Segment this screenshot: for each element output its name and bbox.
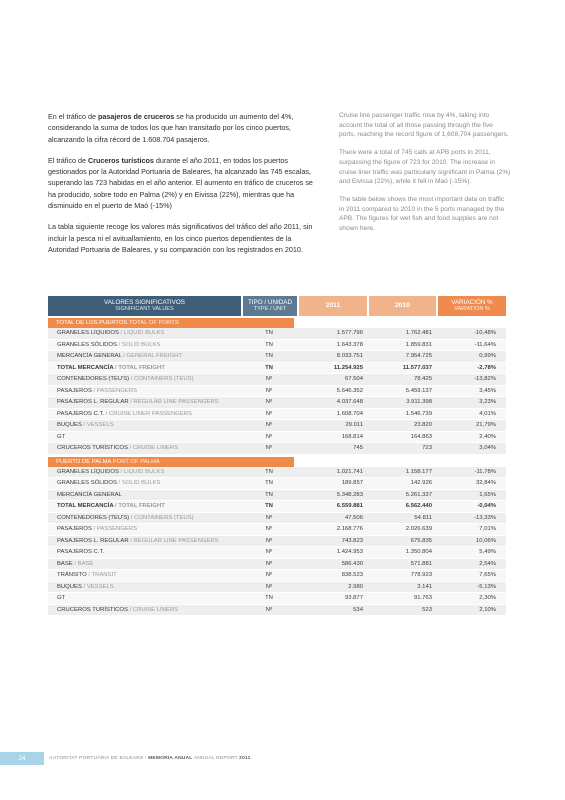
row-variation: 32,84% <box>476 480 496 486</box>
row-unit: TN <box>265 330 273 336</box>
row-value-2010: 778.923 <box>410 572 432 578</box>
table-row <box>48 340 506 352</box>
row-label: PASAJEROS L. REGULAR / REGULAR LINE PASSENGERS <box>57 537 219 544</box>
row-value-2010: 675.835 <box>410 537 432 544</box>
row-value-2011: 743.823 <box>341 537 363 544</box>
row-label: GRANELES LÍQUIDOS / LIQUID BULKS <box>57 330 165 336</box>
row-value-2011: 1.643.378 <box>336 341 363 348</box>
row-value-2010: 723 <box>422 445 432 451</box>
row-label: PASAJEROS / PASSENGERS <box>57 526 137 532</box>
row-label: GRANELES LÍQUIDOS / LIQUID BULKS <box>57 468 165 475</box>
row-value-2011: 586.430 <box>341 560 363 567</box>
row-label: TOTAL MERCANCÍA / TOTAL FREIGHT <box>57 503 165 509</box>
table-row <box>48 536 506 548</box>
table-body <box>48 318 506 616</box>
page-footer <box>0 752 565 765</box>
row-value-2010: 1.859.831 <box>405 341 432 348</box>
row-variation: 3,23% <box>479 399 496 405</box>
table-row <box>48 397 506 409</box>
row-value-2010: 142.926 <box>410 480 432 486</box>
row-label: PASAJEROS C.T. / CRUISE LINER PASSENGERS <box>57 410 192 417</box>
row-value-2011: 6.559.881 <box>336 503 363 509</box>
row-value-2011: 5.646.352 <box>336 387 363 394</box>
table-row <box>48 524 506 536</box>
row-label: MERCANCÍA GENERAL <box>57 491 122 498</box>
row-label: TOTAL MERCANCÍA / TOTAL FREIGHT <box>57 364 165 371</box>
row-unit: Nº <box>265 445 273 451</box>
row-unit: Nº <box>265 514 273 521</box>
row-value-2011: 2.980 <box>348 583 363 590</box>
row-value-2010: 1.546.739 <box>405 410 432 417</box>
row-value-2011: 745 <box>353 445 363 451</box>
row-label: PASAJEROS L. REGULAR / REGULAR LINE PASSENGERS <box>57 399 219 405</box>
table-row <box>48 351 506 363</box>
header-2010: 2010 <box>369 296 436 316</box>
spanish-text-column <box>48 111 320 265</box>
row-value-2011: 8.033.751 <box>336 353 363 359</box>
row-variation: -10,48% <box>474 330 496 336</box>
row-variation: 21,79% <box>476 422 496 428</box>
english-text-column <box>339 111 511 242</box>
row-value-2010: 5.261.337 <box>405 491 432 498</box>
significant-values-table <box>48 296 506 616</box>
row-label: PASAJEROS / PASSENGERS <box>57 387 137 394</box>
row-value-2011: 1.577.796 <box>336 330 363 336</box>
row-value-2011: 189.857 <box>341 480 363 486</box>
row-value-2011: 838.523 <box>341 572 363 578</box>
row-label: BASE / BASE <box>57 560 94 567</box>
table-row <box>48 605 506 617</box>
row-value-2010: 6.562.440 <box>405 503 432 509</box>
table-row <box>48 570 506 582</box>
es-paragraph-3: La tabla siguiente recoge los valores más significativos del tráfico del año 2011, sin incluir la pesca ni el avituallamiento, en los cinco puertos dependientes de la Autoridad Portuaria de Baleares, y su comparación con los registrados en 2010. <box>48 222 313 254</box>
footer-text: AUTORITAT PORTUÀRIA DE BALEARS I MEMORIA ANUAL ANNUAL REPORT 2011 <box>49 756 251 761</box>
table-row <box>48 513 506 525</box>
row-variation: 2,40% <box>479 433 496 440</box>
row-value-2010: 2.026.639 <box>405 526 432 532</box>
row-unit: Nº <box>265 422 273 428</box>
row-unit: Nº <box>265 433 273 440</box>
row-unit: TN <box>265 341 273 348</box>
row-label: GRANELES SÓLIDOS / SOLID BULKS <box>57 341 161 348</box>
row-value-2011: 1.608.704 <box>336 410 363 417</box>
table-row <box>48 409 506 421</box>
row-label: GT <box>57 595 66 601</box>
row-unit: Nº <box>265 606 273 613</box>
row-variation: -13,33% <box>474 514 496 521</box>
row-variation: 7,01% <box>479 526 496 532</box>
row-value-2011: 534 <box>353 606 363 613</box>
row-unit: Nº <box>265 376 273 382</box>
row-label: TRÁNSITO / TRANSIT <box>57 572 117 578</box>
row-value-2010: 91.763 <box>413 595 432 601</box>
row-unit: TN <box>265 480 273 486</box>
table-row <box>48 467 506 479</box>
row-variation: -11,78% <box>474 468 496 475</box>
row-variation: 3,04% <box>479 445 496 451</box>
header-2011: 2011 <box>299 296 367 316</box>
row-label: PASAJEROS C.T. <box>57 549 105 555</box>
row-variation: -13,82% <box>474 376 496 382</box>
row-unit: TN <box>265 503 273 509</box>
row-value-2010: 1.762.481 <box>405 330 432 336</box>
row-value-2010: 54.811 <box>414 514 432 521</box>
table-header <box>48 296 506 316</box>
row-variation: 10,06% <box>476 537 496 544</box>
row-unit: TN <box>265 468 273 475</box>
row-label: MERCANCÍA GENERAL / GENERAL FREIGHT <box>57 353 182 359</box>
row-variation: 0,99% <box>479 353 496 359</box>
row-value-2010: 3.911.398 <box>406 399 432 405</box>
row-value-2010: 523 <box>422 606 432 613</box>
row-variation: 5,49% <box>479 549 496 555</box>
es-paragraph-2: El tráfico de Cruceros turísticos durante el año 2011, en todos los puertos gestionados por la Autoridad Portuaria de Baleares, ha alcanzado las 745 escalas, superando las 723 habidas en el año anterior. El aumento en tráfico de cruceros se ha producido, sobre todo en Palma (2%) y en Eivissa (22%), mientras que ha disminuido en el puerto de Maó (-15%) <box>48 155 313 211</box>
row-variation: -11,64% <box>474 341 496 348</box>
row-unit: TN <box>265 364 273 371</box>
table-row <box>48 582 506 594</box>
row-label: BUQUES / VESSELS <box>57 422 114 428</box>
row-unit: Nº <box>265 399 273 405</box>
header-variation: VARIACIÓN % VARIATION % <box>438 296 506 316</box>
table-row <box>48 559 506 571</box>
row-unit: Nº <box>265 387 273 394</box>
row-unit: Nº <box>265 549 273 555</box>
row-label: CONTENEDORES (TEU'S) / CONTAINERS (TEUS) <box>57 376 194 382</box>
row-value-2010: 1.158.177 <box>405 468 432 475</box>
es-paragraph-1: En el tráfico de pasajeros de cruceros se ha producido un aumento del 4%, considerando la suma de todos los que han transitado por los cinco puertos, alcanzando la cifra récord de 1.608.704 pasajeros. <box>48 112 294 144</box>
row-variation: 2,54% <box>479 560 496 567</box>
row-value-2010: 5.459.137 <box>405 387 432 394</box>
row-value-2010: 7.954.725 <box>405 353 432 359</box>
en-paragraph-3: The table below shows the most important data on traffic in 2011 compared to 2010 in the 5 ports managed by the APB. The figures for wet fish and food supplies are not shown here. <box>339 195 505 233</box>
table-row <box>48 490 506 502</box>
row-value-2010: 3.141 <box>417 583 432 590</box>
row-label: GT <box>57 433 66 440</box>
page-number: 24 <box>0 752 44 765</box>
row-unit: Nº <box>265 410 273 417</box>
row-value-2010: 11.577.037 <box>402 364 432 371</box>
row-value-2011: 168.814 <box>341 433 363 440</box>
table-row <box>48 432 506 444</box>
row-variation: 7,65% <box>479 572 496 578</box>
row-unit: Nº <box>265 526 273 532</box>
row-unit: TN <box>265 491 273 498</box>
row-label: CONTENEDORES (TEU'S) / CONTAINERS (TEUS) <box>57 514 194 521</box>
table-section-header: TOTAL DE LOS PUERTOS TOTAL OF PORTS <box>48 318 294 328</box>
table-row <box>48 328 506 340</box>
en-paragraph-1: Cruise line passenger traffic rose by 4%, taking into account the total of all those passing through the five ports, reaching the record figure of 1,608,704 passengers. <box>339 112 509 139</box>
row-value-2011: 29.011 <box>345 422 363 428</box>
row-value-2010: 571.881 <box>410 560 432 567</box>
table-row <box>48 478 506 490</box>
row-variation: 4,01% <box>479 410 496 417</box>
row-variation: -2,78% <box>477 364 496 371</box>
row-value-2011: 1.021.741 <box>336 468 363 475</box>
table-row <box>48 501 506 513</box>
header-unit: TIPO / UNIDAD TYPE / UNIT <box>243 296 297 316</box>
row-label: BUQUES / VESSELS <box>57 583 114 590</box>
table-section-header: PUERTO DE PALMA PORT OF PALMA <box>48 457 294 467</box>
row-unit: Nº <box>265 537 273 544</box>
row-value-2010: 1.350.804 <box>405 549 432 555</box>
row-value-2011: 4.037.648 <box>336 399 363 405</box>
table-row <box>48 374 506 386</box>
row-value-2011: 11.254.925 <box>333 364 363 371</box>
row-unit: Nº <box>265 572 273 578</box>
table-row <box>48 443 506 455</box>
row-variation: 2,30% <box>479 595 496 601</box>
row-value-2010: 23.820 <box>413 422 432 428</box>
row-value-2011: 47.506 <box>344 514 363 521</box>
row-variation: -0,04% <box>477 503 496 509</box>
row-value-2011: 2.168.776 <box>336 526 363 532</box>
row-unit: Nº <box>265 560 273 567</box>
row-label: CRUCEROS TURÍSTICOS / CRUISE LINERS <box>57 606 179 613</box>
row-unit: TN <box>265 353 273 359</box>
row-variation: 2,10% <box>479 606 496 613</box>
table-row <box>48 420 506 432</box>
row-unit: Nº <box>265 583 273 590</box>
row-value-2011: 1.424.953 <box>336 549 363 555</box>
row-label: CRUCEROS TURÍSTICOS / CRUISE LINERS <box>57 445 179 451</box>
header-values: VALORES SIGNIFICATIVOS SIGNIFICANT VALUES <box>48 296 241 316</box>
table-row <box>48 386 506 398</box>
row-label: GRANELES SÓLIDOS / SOLID BULKS <box>57 480 161 486</box>
row-variation: -5,13% <box>477 583 496 590</box>
table-row <box>48 363 506 375</box>
row-unit: TN <box>265 595 273 601</box>
table-row <box>48 547 506 559</box>
row-value-2010: 78.425 <box>413 376 432 382</box>
table-row <box>48 593 506 605</box>
row-value-2011: 93.877 <box>344 595 363 601</box>
en-paragraph-2: There were a total of 745 calls at APB ports in 2011, surpassing the figure of 723 for 2010. The increase in cruise liner traffic was particularly significant in Palma (2%) and Eivissa (22%), while it fell in Maó (-15%). <box>339 149 511 186</box>
row-variation: 1,65% <box>479 491 496 498</box>
row-value-2010: 164.863 <box>410 433 432 440</box>
row-value-2011: 67.504 <box>344 376 363 382</box>
row-value-2011: 5.348.283 <box>336 491 363 498</box>
row-variation: 3,45% <box>479 387 496 394</box>
